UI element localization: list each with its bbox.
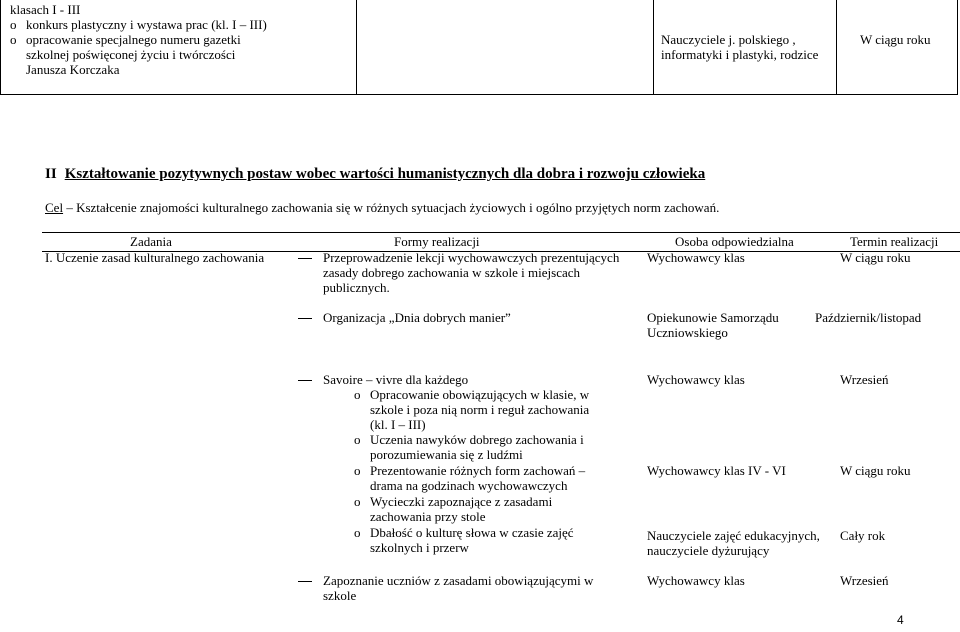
goal-label: Cel (45, 200, 64, 215)
top-responsible: informatyki i plastyki, rodzice (661, 47, 819, 62)
header-forms: Formy realizacji (394, 234, 480, 249)
form-text: zasady dobrego zachowania w szkole i miejscach (323, 265, 581, 280)
task-label: I. Uczenie zasad kulturalnego zachowania (45, 250, 265, 265)
header-person: Osoba odpowiedzialna (675, 234, 794, 249)
section-title-text: Kształtowanie pozytywnych postaw wobec wartości humanistycznych dla dobra i rozwoju człowieka (64, 166, 706, 182)
sub-item-cont: drama na godzinach wychowawczych (370, 478, 568, 493)
sub-item-cont: szkole i poza nią norm i reguł zachowania (370, 402, 590, 417)
sub-item-cont: porozumiewania się z ludźmi (370, 447, 523, 462)
table-divider (836, 0, 837, 95)
sub-item-cont: zachowania przy stole (370, 509, 486, 524)
form-text: Przeprowadzenie lekcji wychowawczych prezentujących (323, 250, 620, 265)
term-text: W ciągu roku (840, 250, 911, 265)
top-item-cont: Janusza Korczaka (26, 62, 120, 77)
person-text: Wychowawcy klas (647, 372, 745, 387)
term-text: W ciągu roku (840, 463, 911, 478)
sub-item: o Wycieczki zapoznające z zasadami (370, 494, 552, 509)
table-divider (653, 0, 654, 95)
form-text: Savoire – vivre dla każdego (323, 372, 469, 387)
form-text: Zapoznanie uczniów z zasadami obowiązującymi w (323, 573, 594, 588)
sub-item: o Dbałość o kulturę słowa w czasie zajęć (370, 525, 574, 540)
person-text: Opiekunowie Samorządu (647, 310, 779, 325)
form-text: Organizacja „Dnia dobrych manier” (323, 310, 511, 325)
sub-item: o Prezentowanie różnych form zachowań – (370, 463, 585, 478)
section-title (45, 166, 705, 183)
sub-item-cont: (kl. I – III) (370, 417, 426, 432)
section-number: II (45, 166, 57, 182)
top-term: W ciągu roku (860, 32, 931, 47)
top-item: o opracowanie specjalnego numeru gazetki (26, 32, 241, 47)
person-text: Wychowawcy klas (647, 573, 745, 588)
header-tasks: Zadania (130, 234, 172, 249)
dash-bullet (298, 318, 312, 319)
person-text: Nauczyciele zajęć edukacyjnych, (647, 528, 820, 543)
goal-line (45, 200, 719, 216)
top-item: o konkurs plastyczny i wystawa prac (kl. I – III) (26, 17, 267, 32)
sub-item: o Uczenia nawyków dobrego zachowania i (370, 432, 584, 447)
term-text: Cały rok (840, 528, 886, 543)
table-divider (356, 0, 357, 95)
term-text: Wrzesień (840, 372, 889, 387)
person-text: Uczniowskiego (647, 325, 728, 340)
form-text: szkole (323, 588, 357, 603)
sub-item: o Opracowanie obowiązujących w klasie, w (370, 387, 589, 402)
header-term: Termin realizacji (850, 234, 939, 249)
table-header (42, 232, 960, 252)
dash-bullet (298, 581, 312, 582)
goal-text: – Kształcenie znajomości kulturalnego zachowania się w różnych sytuacjach życiowych i ogólno przyjętych norm zachowań. (66, 200, 720, 215)
top-responsible: Nauczyciele j. polskiego , (661, 32, 796, 47)
sub-item-cont: szkolnych i przerw (370, 540, 469, 555)
top-line: klasach I - III (10, 2, 81, 17)
person-text: Wychowawcy klas IV - VI (647, 463, 786, 478)
term-text: Wrzesień (840, 573, 889, 588)
person-text: nauczyciele dyżurujący (647, 543, 770, 558)
term-text: Październik/listopad (815, 310, 922, 325)
top-item-cont: szkolnej poświęconej życiu i twórczości (26, 47, 236, 62)
page-number: 4 (897, 613, 904, 627)
dash-bullet (298, 258, 312, 259)
person-text: Wychowawcy klas (647, 250, 745, 265)
dash-bullet (298, 380, 312, 381)
form-text: publicznych. (323, 280, 390, 295)
